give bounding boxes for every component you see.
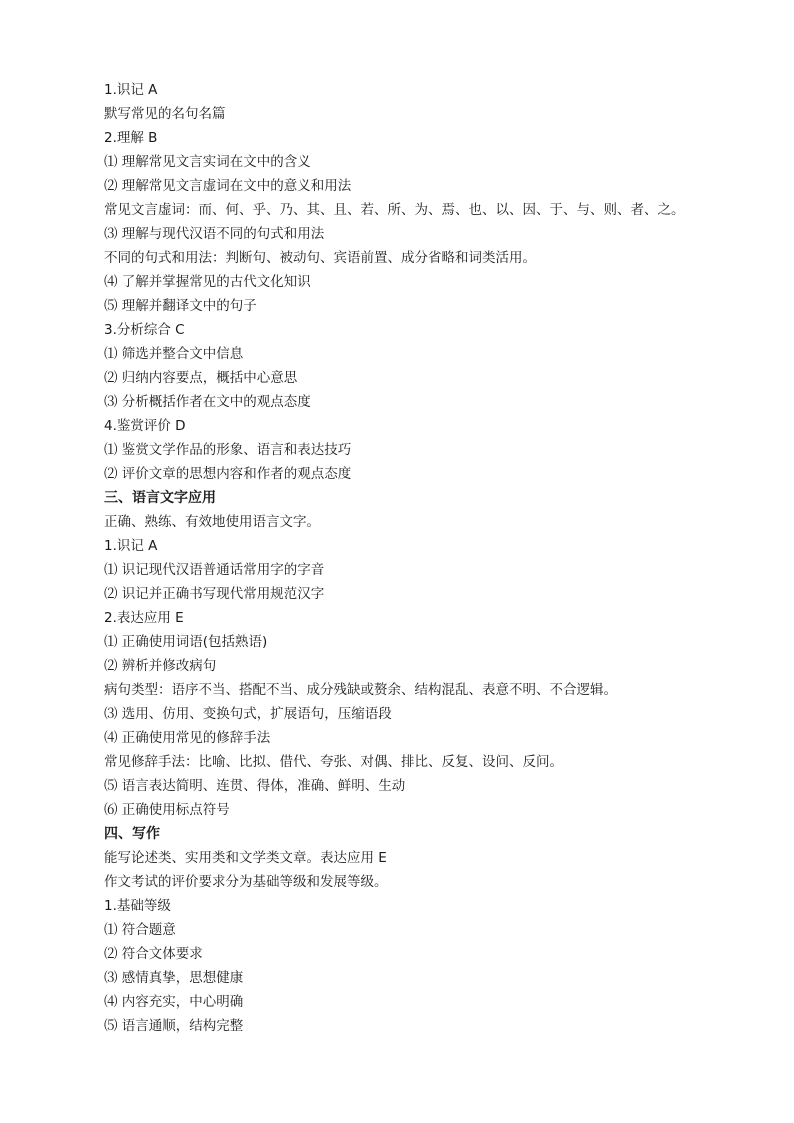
text-line: 常见文言虚词：而、何、乎、乃、其、且、若、所、为、焉、也、以、因、于、与、则、者、之。 — [104, 202, 685, 218]
text-line: 2.理解 B — [104, 130, 158, 146]
text-line: ⑵ 符合文体要求 — [104, 946, 203, 962]
text-line: 正确、熟练、有效地使用语言文字。 — [104, 514, 320, 530]
text-line: ⑴ 符合题意 — [104, 922, 176, 938]
text-line: 默写常见的名句名篇 — [104, 106, 226, 122]
text-line: ⑴ 识记现代汉语普通话常用字的字音 — [104, 562, 325, 578]
text-line: ⑸ 语言通顺，结构完整 — [104, 1018, 244, 1034]
text-line: 常见修辞手法：比喻、比拟、借代、夸张、对偶、排比、反复、设问、反问。 — [104, 754, 563, 770]
text-line: ⑵ 识记并正确书写现代常用规范汉字 — [104, 586, 325, 602]
text-line: ⑷ 了解并掌握常见的古代文化知识 — [104, 274, 311, 290]
text-line: ⑶ 选用、仿用、变换句式，扩展语句，压缩语段 — [104, 706, 392, 722]
section-heading: 三、语言文字应用 — [104, 490, 216, 506]
text-line: ⑵ 辨析并修改病句 — [104, 658, 217, 674]
document-body — [104, 78, 744, 1038]
text-line: 1.基础等级 — [104, 898, 171, 914]
text-line: ⑷ 内容充实，中心明确 — [104, 994, 244, 1010]
text-line: 1.识记 A — [104, 538, 158, 554]
text-line: ⑶ 感情真挚，思想健康 — [104, 970, 244, 986]
text-line: ⑴ 鉴赏文学作品的形象、语言和表达技巧 — [104, 442, 352, 458]
text-line: ⑵ 归纳内容要点，概括中心意思 — [104, 370, 298, 386]
text-line: ⑵ 理解常见文言虚词在文中的意义和用法 — [104, 178, 352, 194]
text-line: 1.识记 A — [104, 82, 158, 98]
text-line: ⑸ 理解并翻译文中的句子 — [104, 298, 257, 314]
text-line: ⑶ 理解与现代汉语不同的句式和用法 — [104, 226, 325, 242]
text-line: 能写论述类、实用类和文学类文章。表达应用 E — [104, 850, 387, 866]
text-line: ⑴ 理解常见文言实词在文中的含义 — [104, 154, 311, 170]
text-line: 3.分析综合 C — [104, 322, 185, 338]
text-line: 作文考试的评价要求分为基础等级和发展等级。 — [104, 874, 388, 890]
text-line: 不同的句式和用法：判断句、被动句、宾语前置、成分省略和词类活用。 — [104, 250, 536, 266]
text-line: 2.表达应用 E — [104, 610, 184, 626]
text-line: ⑵ 评价文章的思想内容和作者的观点态度 — [104, 466, 352, 482]
text-line: 4.鉴赏评价 D — [104, 418, 186, 434]
text-line: ⑴ 筛选并整合文中信息 — [104, 346, 244, 362]
text-line: ⑸ 语言表达简明、连贯、得体，准确、鲜明、生动 — [104, 778, 406, 794]
text-line: ⑷ 正确使用常见的修辞手法 — [104, 730, 271, 746]
text-line: ⑹ 正确使用标点符号 — [104, 802, 230, 818]
text-line: ⑴ 正确使用词语(包括熟语) — [104, 634, 268, 650]
text-line: 病句类型：语序不当、搭配不当、成分残缺或赘余、结构混乱、表意不明、不合逻辑。 — [104, 682, 617, 698]
text-line: ⑶ 分析概括作者在文中的观点态度 — [104, 394, 311, 410]
section-heading: 四、写作 — [104, 826, 160, 842]
